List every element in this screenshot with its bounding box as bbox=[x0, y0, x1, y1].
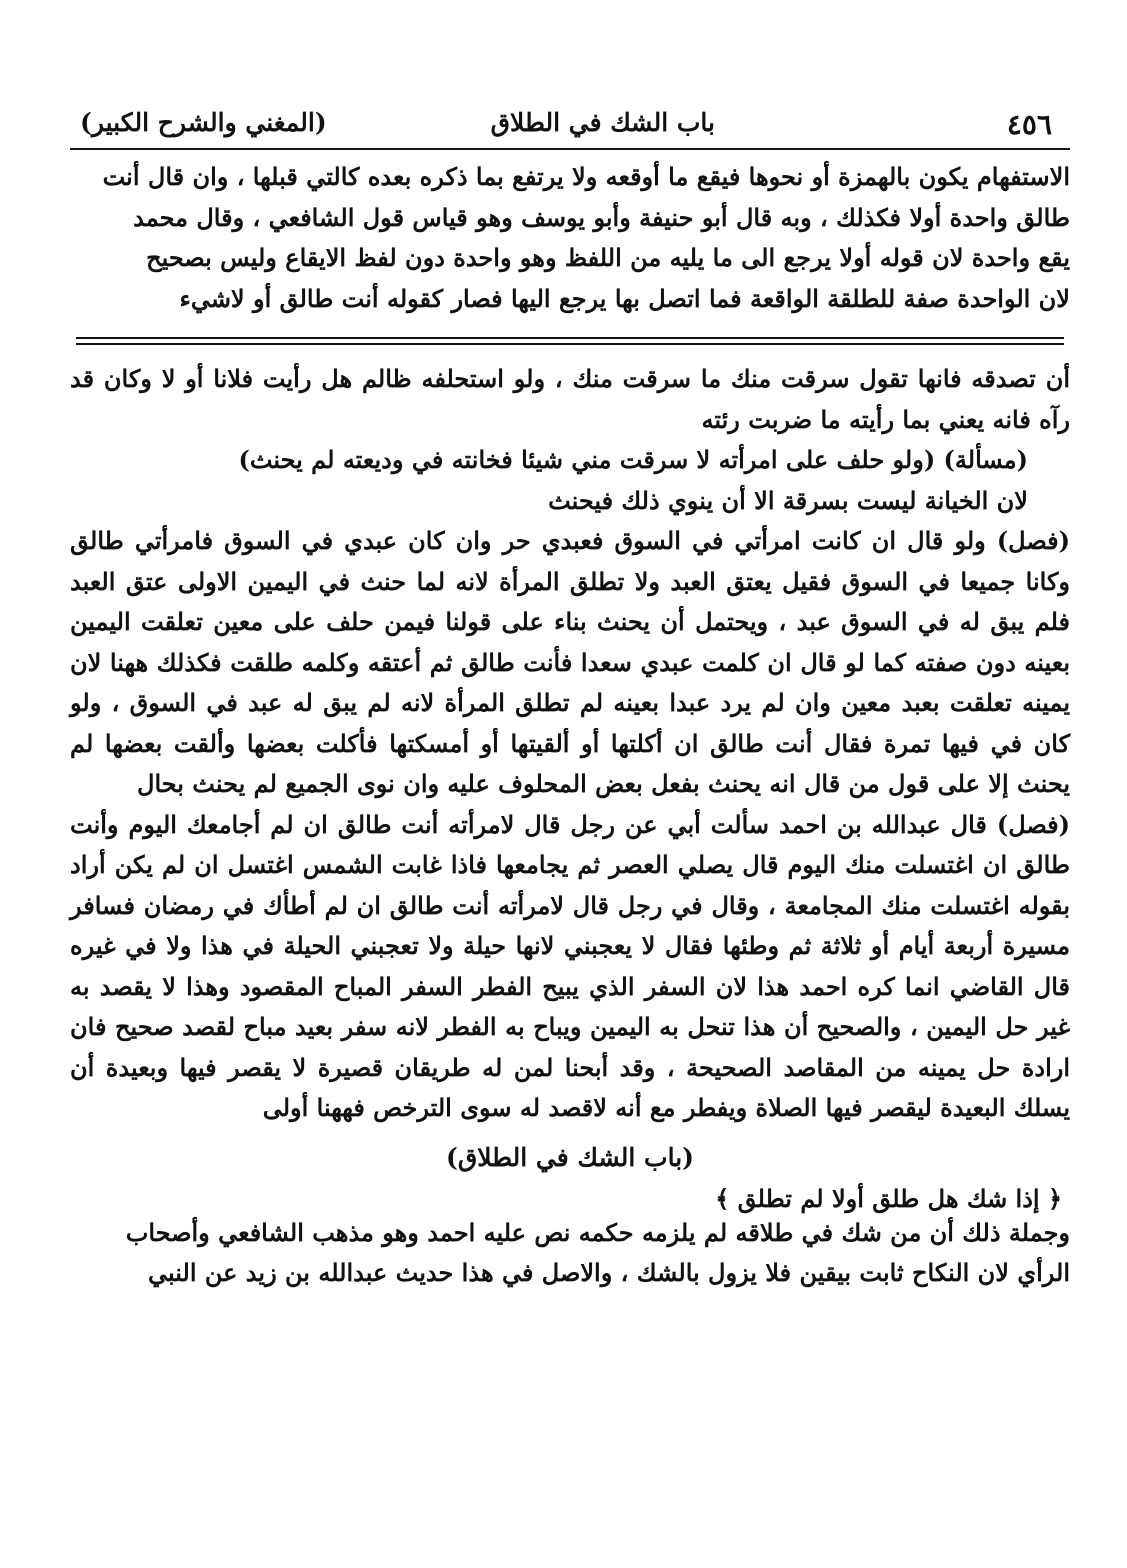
commentary-line: البعيدة ليقصر فيها الصلاة ويفطر مع أنه لاقصد له سوى الترخص فههنا أولى bbox=[262, 1093, 1006, 1122]
main-text-line: طالق واحدة أولا فكذلك ، وبه قال أبو حنيفة وأبو يوسف وهو قياس قول الشافعي ، وقال محمد bbox=[133, 202, 1070, 232]
final-text bbox=[70, 1213, 1070, 1294]
main-text-line: يقع واحدة لان قوله أولا يرجع الى ما يليه من اللفظ وهو واحدة دون لفظ الايقاع وليس بصحيح bbox=[146, 243, 1070, 272]
commentary-paragraph bbox=[70, 359, 1070, 440]
commentary-line: وأنت طالق ان اغتسلت منك اليوم قال يصلي العصر ثم يجامعها فاذا غابت الشمس اغتسل ان لم يكن bbox=[70, 809, 1070, 879]
commentary-line: أن تصدقه فانها تقول سرقت منك ما سرقت منك ، ولو استحلفه ظالم هل رأيت فلانا أو لا وكان قد bbox=[70, 364, 1070, 393]
commentary-line: في غيره قال القاضي انما كره احمد هذا لان السفر الذي يبيح الفطر السفر المباح المقصود وهذا لا يقصد bbox=[70, 931, 1071, 1001]
section-paragraph bbox=[70, 805, 1070, 1129]
chapter-heading: (باب الشك في الطلاق) bbox=[446, 1142, 694, 1172]
final-text-line: وجملة ذلك أن من شك في طلاقه لم يلزمه حكمه نص عليه احمد وهو مذهب الشافعي وأصحاب bbox=[125, 1217, 1070, 1247]
commentary-text bbox=[70, 359, 1070, 1129]
commentary-line: وكانا جميعا في السوق فقيل يعتق العبد ولا تطلق المرأة لانه لما حنث في اليمين الاولى عتق العبد فلم يبق bbox=[70, 566, 1071, 636]
commentary-line: رآه فانه يعني بما رأيته ما ضربت رئته bbox=[701, 404, 1070, 434]
section-divider bbox=[76, 337, 1064, 345]
main-text-line: لان الواحدة صفة للطلقة الواقعة فما اتصل بها يرجع اليها فصار كقوله أنت طالق أو لاشيء bbox=[179, 283, 1070, 313]
commentary-line: فان ارادة حل يمينه من المقاصد الصحيحة ، وقد أبحنا لمن له طريقان قصيرة لا يقصر فيها وبعيدة أن يسلك bbox=[70, 1012, 1070, 1122]
issue-paragraph bbox=[70, 440, 1070, 521]
commentary-line: أراد بقوله اغتسلت منك المجامعة ، وقال في رجل قال لامرأته أنت طالق ان لم أطأك في رمضان bbox=[70, 850, 1070, 920]
commentary-line: بفعل بعض المحلوف عليه وان نوى الجميع لم يحنث بحال bbox=[137, 769, 700, 798]
issue-heading: ﴿ إذا شك هل طلق أولا لم تطلق ﴾ bbox=[715, 1183, 1062, 1213]
commentary-line: فسافر مسيرة أربعة أيام أو ثلاثة ثم وطئها فقال لا يعجبني لانها حيلة ولا تعجبني الحيلة في هذا ولا bbox=[70, 890, 1070, 960]
running-chapter-title: باب الشك في الطلاق bbox=[490, 108, 715, 137]
commentary-line: طالق ان أكلتها أو ألقيتها أو أمسكتها فأكلت بعضها وألقت بعضها لم يحنث إلا على قول من قال انه يحنث bbox=[70, 728, 1070, 798]
section-paragraph bbox=[70, 521, 1070, 805]
running-book-title: (المغني والشرح الكبير) bbox=[80, 108, 327, 137]
commentary-line: به غير حل اليمين ، والصحيح أن هذا تنحل به اليمين ويباح به الفطر لانه سفر بعيد مباح لقصد صحيح bbox=[70, 971, 1071, 1041]
commentary-line: كما لو قال ان كلمت عبدي سعدا فأنت طالق ثم أعتقه وكلمه طلقت فكذلك ههنا لان يمينه تعلقت بعبد bbox=[70, 647, 1071, 717]
final-text-line: الرأي لان النكاح ثابت بيقين فلا يزول بالشك ، والاصل في هذا حديث عبدالله بن زيد عن النبي bbox=[148, 1258, 1070, 1287]
book-page bbox=[70, 100, 1070, 1294]
main-text-line: الاستفهام يكون بالهمزة أو نحوها فيقع ما أوقعه ولا يرتفع بما ذكره بعده كالتي قبلها ، وان قال أنت bbox=[102, 162, 1070, 191]
commentary-line: لان الخيانة ليست بسرقة الا أن ينوي ذلك فيحنث bbox=[548, 485, 1028, 515]
commentary-line: (فصل) قال عبدالله بن احمد سألت أبي عن رجل قال لامرأته أنت طالق ان لم أجامعك اليوم bbox=[128, 809, 1071, 839]
page-header bbox=[70, 100, 1070, 150]
commentary-line: له في السوق عبد ، ويحتمل أن يحنث بناء على قولنا فيمن حلف على معين تعلقت اليمين بعينه دون صفته bbox=[70, 607, 1071, 677]
commentary-line: معين وان لم يرد عبدا بعينه لم تطلق المرأة لانه لم يبق له عبد في السوق ، ولو كان في فيها تمرة فقال أنت bbox=[70, 688, 1071, 758]
commentary-line: (فصل) ولو قال ان كانت امرأتي في السوق فعبدي حر وان كان عبدي في السوق فامرأتي طالق bbox=[70, 526, 1070, 555]
page-number: ٤٥٦ bbox=[1006, 108, 1052, 141]
commentary-line: (مسألة) (ولو حلف على امرأته لا سرقت مني شيئا فخانته في وديعته لم يحنث) bbox=[238, 445, 1028, 474]
main-text bbox=[70, 157, 1070, 319]
